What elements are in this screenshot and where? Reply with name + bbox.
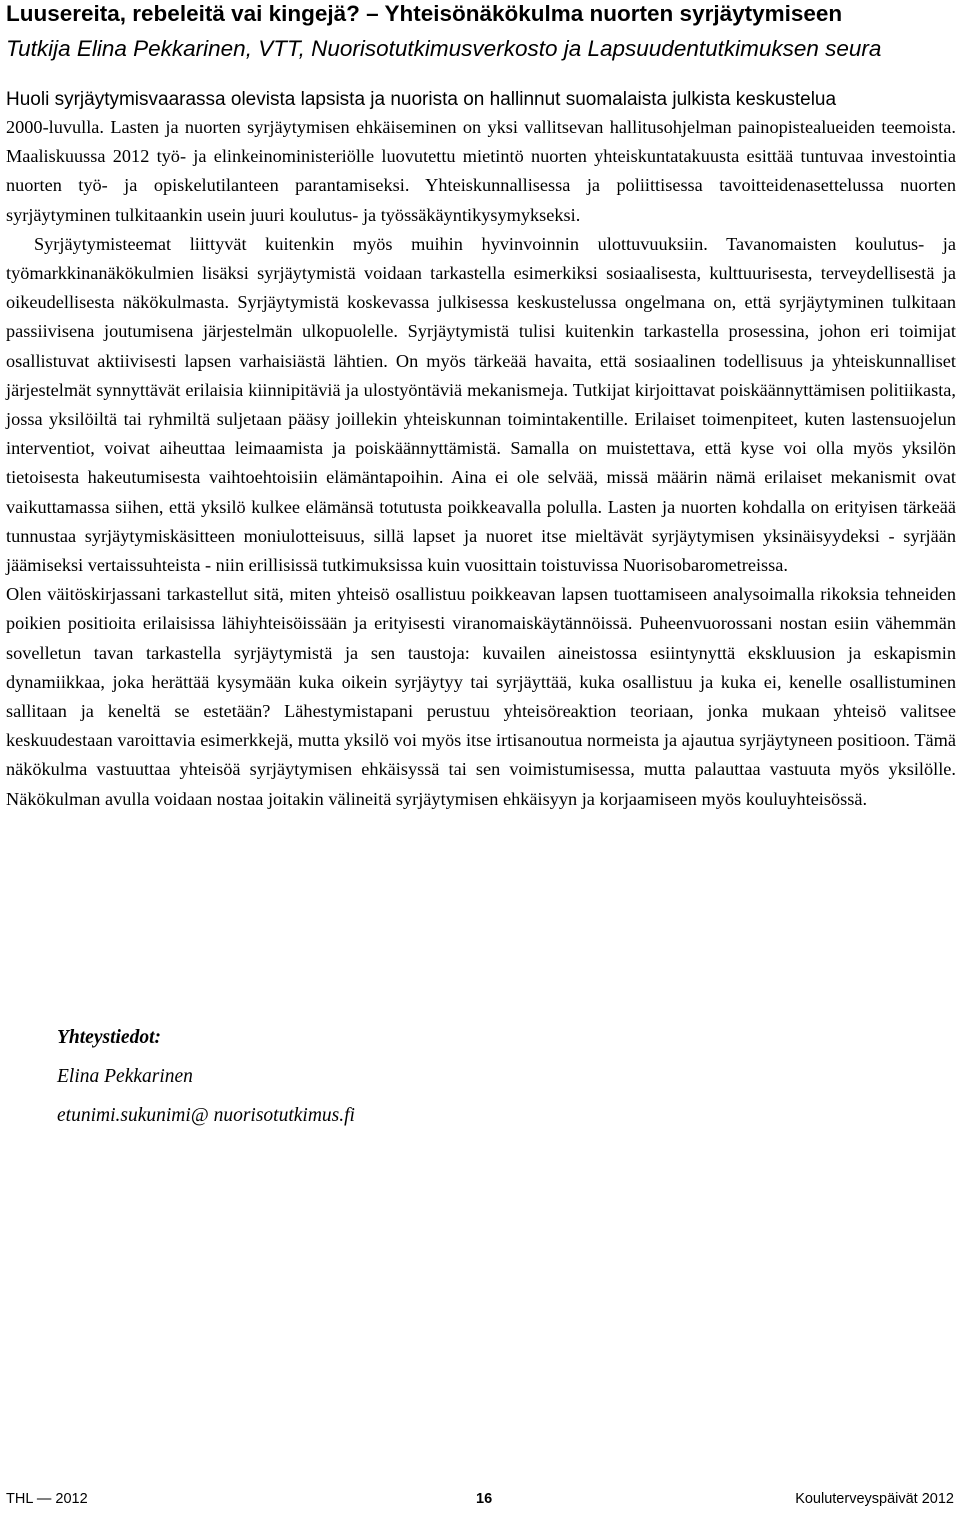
intro-line: Huoli syrjäytymisvaarassa olevista lapsista ja nuorista on hallinnut suomalaista julkista keskustelua <box>6 89 837 110</box>
author-line: Tutkija Elina Pekkarinen, VTT, Nuorisotutkimusverkosto ja Lapsuudentutkimuksen seura <box>6 36 882 61</box>
article-body <box>6 113 956 814</box>
paragraph-1: 2000-luvulla. Lasten ja nuorten syrjäytymisen ehkäiseminen on yksi vallitsevan hallitusohjelman painopistealueiden teemoista. Maaliskuussa 2012 työ- ja elinkeinoministeriölle luovutettu mietintö nuorten yhteiskuntatakuusta esittää tuntuvaa investointia nuorten työ- ja opiskelutilanteen parantamiseksi. Yhteiskunnallisessa ja poliittisessa tavoitteidenasettelussa nuorten syrjäytyminen tulkitaankin usein juuri koulutus- ja työssäkäyntikysymykseksi. <box>6 117 956 225</box>
paragraph-3: Olen väitöskirjassani tarkastellut sitä, miten yhteisö osallistuu poikkeavan lapsen tuottamiseen analysoimalla rikoksia tehneiden poikien positioita erilaisissa lähiyhteisöissään ja erityisesti viranomaiskäytännöissä. Puheenvuorossani nostan esiin vähemmän sovelletun tavan tarkastella syrjäytymistä ja sen taustoja: kuvailen aineistossa esiintynyttä ekskluusion ja eskapismin dynamiikkaa, joka herättää kysymään kuka oikein syrjäytyy tai syrjäyttää, kuka osallistuu ja kuka ei, kenelle osallistuminen sallitaan ja keneltä se estetään? Lähestymistapani perustuu yhteisöreaktion teoriaan, jonka mukaan yhteisö valitsee keskuudestaan varoittavia esimerkkejä, mutta yksilö voi myös itse irtisanoutua normeista ja ajautua syrjäytyneen positioon. Tämä näkökulma vastuuttaa yhteisöä syrjäytymisen ehkäisyssä tai sen voimistumisessa, mutta palauttaa vastuuta myös yksilölle. Näkökulman avulla voidaan nostaa joitakin välineitä syrjäytymisen ehkäisyyn ja korjaamiseen myös kouluyhteisössä. <box>6 584 956 809</box>
page-number: 16 <box>476 1491 493 1507</box>
contact-email: etunimi.sukunimi@ nuorisotutkimus.fi <box>57 1105 355 1126</box>
page-title: Luusereita, rebeleitä vai kingejä? – Yhteisönäkökulma nuorten syrjäytymiseen <box>6 1 843 26</box>
document-page <box>6 0 956 814</box>
footer-publisher: THL — 2012 <box>6 1491 88 1507</box>
paragraph-2: Syrjäytymisteemat liittyvät kuitenkin myös muihin hyvinvoinnin ulottuvuuksiin. Tavanomaisten koulutus- ja työmarkkinanäkökulmien lisäksi syrjäytymistä voidaan tarkastella esimerkiksi sosiaalisesta, kulttuurisesta, terveydellisestä ja oikeudellisesta näkökulmasta. Syrjäytymistä koskevassa julkisessa keskustelussa ongelmana on, että syrjäytyminen tulkitaan passiivisena joutumisena järjestelmän ulkopuolelle. Syrjäytymistä tulisi kuitenkin tarkastella prosessina, johon eri toimijat osallistuvat aktiivisesti lapsen varhaisiästä lähtien. On myös tärkeää havaita, että sosiaalinen todellisuus ja yhteiskunnalliset järjestelmät synnyttävät erilaisia kiinnipitäviä ja ulostyöntäviä mekanismeja. Tutkijat kirjoittavat poiskäännyttämisen politiikasta, jossa yksilöiltä tai ryhmiltä suljetaan pääsy joillekin yhteiskunnan toimintakentille. Erilaiset toimenpiteet, kuten lastensuojelun interventiot, voivat aiheuttaa leimaamista ja poiskäännyttämistä. Samalla on muistettava, että kyse voi olla myös yksilön tietoisesta hakeutumisesta vaihtoehtoisiin elämäntapoihin. Aina ei ole selvää, missä määrin nämä erilaiset mekanismit ovat vaikuttamassa siihen, että yksilö kulkee elämänsä totutusta poikkeavalla polulla. Lasten ja nuorten kohdalla on erityisen tärkeää tunnustaa syrjäytymiskäsitteen moniulotteisuus, sillä lapset ja nuoret itse mieltävät syrjäytymisen yksinäisyydeksi - syrjään jäämiseksi vertaissuhteista - niin erillisissä tutkimuksissa kuin vuosittain toistuvissa Nuorisobarometreissa. <box>6 233 956 576</box>
contact-heading: Yhteystiedot: <box>57 1027 161 1048</box>
footer-event: Kouluterveyspäivät 2012 <box>795 1491 954 1507</box>
contact-name: Elina Pekkarinen <box>57 1066 193 1087</box>
page-footer <box>6 1491 954 1509</box>
